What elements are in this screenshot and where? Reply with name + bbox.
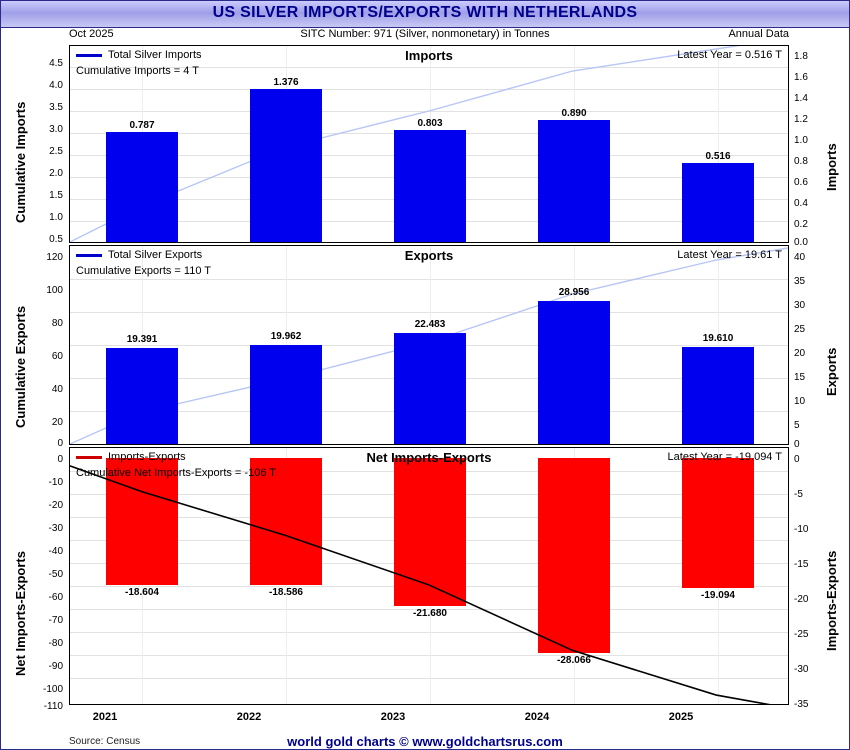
exports-right-tick-0: 0: [794, 439, 800, 450]
exports-panel: [69, 245, 789, 445]
bar-net-2023: [394, 458, 466, 606]
bar-label-exports-2024: 28.956: [558, 287, 590, 298]
exports-right-axis-title: Exports: [824, 347, 839, 396]
page-title: US SILVER IMPORTS/EXPORTS WITH NETHERLANDS: [212, 4, 638, 21]
net-legend-label: Imports-Exports: [108, 451, 186, 463]
bar-imports-2025: [682, 163, 754, 242]
net-right-tick--10: -10: [794, 524, 809, 535]
exports-panel-title: Exports: [404, 248, 454, 263]
exports-plot: [70, 246, 788, 444]
imports-legend: [76, 49, 202, 61]
bar-net-2024: [538, 458, 610, 653]
exports-right-tick-5: 5: [794, 420, 800, 431]
exports-left-tick-120: 120: [46, 252, 63, 263]
exports-cumulative-note: Cumulative Exports = 110 T: [76, 265, 212, 277]
exports-right-tick-15: 15: [794, 372, 806, 383]
net-left-tick--30: -30: [48, 523, 63, 534]
net-legend: [76, 451, 186, 463]
net-right-tick--25: -25: [794, 629, 809, 640]
legend-swatch-imports: [76, 54, 102, 57]
exports-right-tick-20: 20: [794, 348, 806, 359]
net-right-tick--30: -30: [794, 664, 809, 675]
net-left-axis-title: Net Imports-Exports: [13, 551, 28, 676]
bar-exports-2024: [538, 301, 610, 444]
imports-left-tick-4.5: 4.5: [49, 58, 63, 69]
net-left-tick--20: -20: [48, 500, 63, 511]
net-right-tick--5: -5: [794, 489, 803, 500]
x-tick-2023: 2023: [380, 711, 406, 723]
imports-right-tick-1.2: 1.2: [794, 114, 808, 125]
bar-label-exports-2023: 22.483: [414, 319, 446, 330]
bar-label-net-2022: -18.586: [269, 587, 303, 598]
legend-swatch-exports: [76, 254, 102, 257]
imports-left-tick-3.0: 3.0: [49, 124, 63, 135]
net-latest-note: Latest Year = -19.094 T: [667, 451, 782, 463]
exports-right-tick-30: 30: [794, 300, 806, 311]
imports-left-tick-0.5: 0.5: [49, 234, 63, 245]
exports-left-tick-60: 60: [51, 351, 63, 362]
imports-legend-label: Total Silver Imports: [108, 49, 202, 61]
imports-left-tick-4.0: 4.0: [49, 80, 63, 91]
imports-latest-note: Latest Year = 0.516 T: [677, 49, 782, 61]
net-right-tick--35: -35: [794, 699, 809, 710]
net-left-tick--70: -70: [48, 615, 63, 626]
imports-left-tick-2.0: 2.0: [49, 168, 63, 179]
imports-left-tick-1.5: 1.5: [49, 190, 63, 201]
x-tick-2024: 2024: [524, 711, 550, 723]
bar-label-net-2021: -18.604: [125, 587, 159, 598]
exports-left-tick-40: 40: [51, 384, 63, 395]
imports-panel: [69, 45, 789, 243]
net-cumulative-legend: [76, 467, 276, 479]
bar-label-exports-2025: 19.610: [702, 333, 734, 344]
credit-label: world gold charts © www.goldchartsrus.com: [287, 734, 563, 749]
net-right-axis-title: Imports-Exports: [824, 550, 839, 651]
net-left-tick--40: -40: [48, 546, 63, 557]
exports-right-tick-40: 40: [794, 252, 806, 263]
net-right-tick--20: -20: [794, 594, 809, 605]
net-panel: [69, 447, 789, 705]
net-left-tick--60: -60: [48, 592, 63, 603]
bar-label-imports-2021: 0.787: [129, 120, 155, 131]
exports-left-tick-0: 0: [57, 438, 63, 449]
imports-cumulative-note: Cumulative Imports = 4 T: [76, 65, 199, 77]
bar-label-imports-2025: 0.516: [705, 151, 731, 162]
bar-exports-2021: [106, 348, 178, 444]
x-tick-2021: 2021: [92, 711, 118, 723]
net-right-tick-0: 0: [794, 454, 800, 465]
report-date: Oct 2025: [69, 28, 114, 40]
exports-right-tick-35: 35: [794, 276, 806, 287]
exports-right-tick-25: 25: [794, 324, 806, 335]
source-label: Source: Census: [69, 736, 141, 747]
bar-label-imports-2023: 0.803: [417, 118, 443, 129]
net-left-tick--50: -50: [48, 569, 63, 580]
imports-right-tick-0.2: 0.2: [794, 219, 808, 230]
bar-label-imports-2022: 1.376: [273, 77, 299, 88]
bar-imports-2022: [250, 89, 322, 242]
bar-label-imports-2024: 0.890: [561, 108, 587, 119]
exports-left-tick-20: 20: [51, 417, 63, 428]
net-left-tick--80: -80: [48, 638, 63, 649]
net-left-tick--10: -10: [48, 477, 63, 488]
title-bar: [1, 1, 849, 28]
imports-right-tick-0.0: 0.0: [794, 237, 808, 248]
bar-imports-2024: [538, 120, 610, 242]
imports-right-tick-0.4: 0.4: [794, 198, 808, 209]
imports-left-axis-title: Cumulative Imports: [13, 101, 28, 223]
x-tick-2022: 2022: [236, 711, 262, 723]
imports-left-tick-1.0: 1.0: [49, 212, 63, 223]
bar-exports-2025: [682, 347, 754, 444]
net-plot: [70, 448, 788, 704]
exports-left-tick-80: 80: [51, 318, 63, 329]
sub-header: [1, 28, 849, 43]
imports-right-tick-1.0: 1.0: [794, 135, 808, 146]
frequency-label: Annual Data: [728, 28, 789, 40]
imports-left-tick-3.5: 3.5: [49, 102, 63, 113]
sitc-description: SITC Number: 971 (Silver, nonmonetary) in Tonnes: [300, 28, 550, 40]
imports-left-tick-2.5: 2.5: [49, 146, 63, 157]
imports-plot: [70, 46, 788, 242]
imports-panel-title: Imports: [405, 48, 453, 63]
net-panel-title: Net Imports-Exports: [366, 450, 492, 465]
exports-latest-note: Latest Year = 19.61 T: [677, 249, 782, 261]
exports-left-axis-title: Cumulative Exports: [13, 305, 28, 428]
exports-left-tick-100: 100: [46, 285, 63, 296]
imports-right-tick-1.4: 1.4: [794, 93, 808, 104]
imports-right-tick-0.8: 0.8: [794, 156, 808, 167]
legend-swatch-net: [76, 456, 102, 459]
bar-label-exports-2022: 19.962: [270, 331, 302, 342]
imports-right-tick-1.8: 1.8: [794, 51, 808, 62]
bar-label-net-2024: -28.066: [557, 655, 591, 666]
net-left-tick-0: 0: [57, 454, 63, 465]
bar-net-2025: [682, 458, 754, 588]
x-tick-2025: 2025: [668, 711, 694, 723]
net-cumulative-label: Cumulative Net Imports-Exports = -106 T: [76, 467, 277, 479]
imports-right-tick-0.6: 0.6: [794, 177, 808, 188]
bar-imports-2023: [394, 130, 466, 242]
bar-exports-2023: [394, 333, 466, 444]
net-left-tick--100: -100: [42, 684, 63, 695]
bar-exports-2022: [250, 345, 322, 444]
net-left-tick--90: -90: [48, 661, 63, 672]
bar-label-exports-2021: 19.391: [126, 334, 158, 345]
bar-label-net-2023: -21.680: [413, 608, 447, 619]
exports-right-tick-10: 10: [794, 396, 806, 407]
net-left-tick--110: -110: [43, 701, 63, 712]
imports-right-axis-title: Imports: [824, 143, 839, 191]
bar-label-net-2025: -19.094: [701, 590, 735, 601]
exports-legend-label: Total Silver Exports: [108, 249, 203, 261]
imports-right-tick-1.6: 1.6: [794, 72, 808, 83]
net-right-tick--15: -15: [794, 559, 809, 570]
bar-imports-2021: [106, 132, 178, 242]
exports-legend: [76, 249, 202, 261]
